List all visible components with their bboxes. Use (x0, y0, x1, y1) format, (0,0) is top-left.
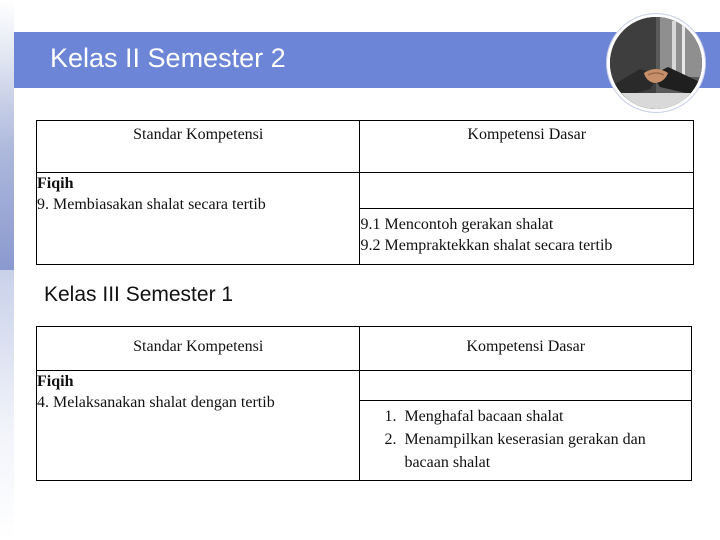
table2-competency-cell (360, 401, 692, 481)
table2-header-standard-text: Standar Kompetensi (133, 338, 264, 355)
table2-subject: Fiqih (37, 373, 74, 390)
table1-empty-cell (360, 173, 694, 209)
table2-header-standard (37, 327, 360, 371)
table2-standard-cell (37, 371, 360, 481)
handshake-photo (607, 14, 705, 112)
table1-competency-cell (360, 209, 694, 265)
table2-standard: 4. Melaksanakan shalat dengan tertib (37, 394, 275, 411)
table1-header-standard (37, 121, 360, 173)
table1-competency-2: 9.2 Mempraktekkan shalat secara tertib (360, 237, 613, 254)
table2-competency-list (360, 405, 691, 474)
table2-empty-cell (360, 371, 692, 401)
left-decorative-strip (0, 0, 14, 270)
table1-subject: Fiqih (37, 175, 74, 192)
left-decorative-strip-lower (0, 270, 14, 540)
competency-table-2 (36, 326, 692, 481)
table2-header-competency (360, 327, 692, 371)
section-title-kelas-iii: Kelas III Semester 1 (44, 283, 234, 306)
table2-competency-2: 2. Menampilkan keserasian gerakan dan bacaan shalat (400, 428, 691, 474)
table1-header-competency-text: Kompetensi Dasar (467, 126, 587, 143)
handshake-icon (610, 17, 702, 109)
table1-standard: 9. Membiasakan shalat secara tertib (37, 196, 266, 213)
table1-header-standard-text: Standar Kompetensi (133, 126, 264, 143)
table2-competency-1: 1. Menghafal bacaan shalat (400, 405, 691, 428)
table1-competency-1: 9.1 Mencontoh gerakan shalat (360, 216, 554, 233)
slide-title: Kelas II Semester 2 (50, 43, 286, 73)
competency-table-1 (36, 120, 694, 265)
table1-standard-cell (37, 173, 360, 265)
table1-header-competency (360, 121, 694, 173)
table2-header-competency-text: Kompetensi Dasar (466, 338, 586, 355)
